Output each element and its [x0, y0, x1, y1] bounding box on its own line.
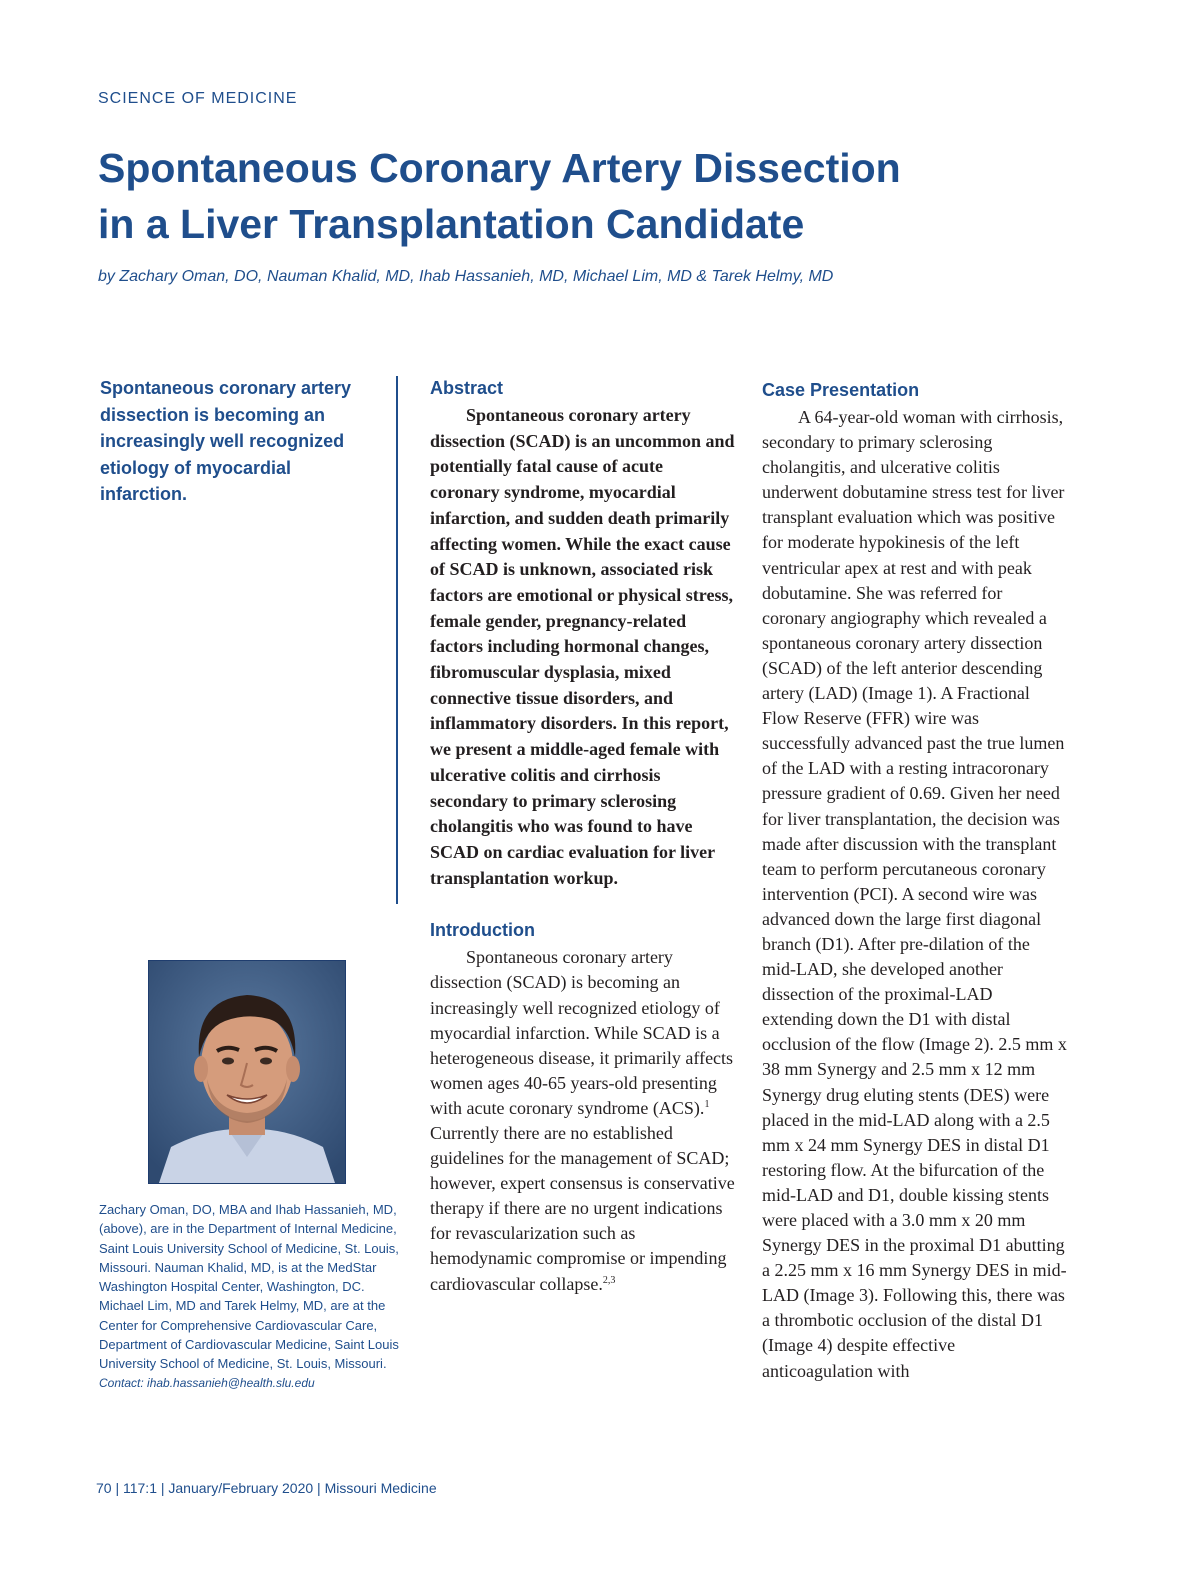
- introduction-text: [430, 945, 735, 1296]
- author-photo: [148, 960, 346, 1184]
- middle-column: [430, 375, 735, 1297]
- pull-quote: Spontaneous coronary artery dissection is becoming an increasingly well recognized etiology of myocardial infarction.: [100, 378, 352, 504]
- reference-1: 1: [704, 1098, 710, 1110]
- contact-email: Contact: ihab.hassanieh@health.slu.edu: [99, 1375, 315, 1390]
- page-footer: 70 | 117:1 | January/February 2020 | Missouri Medicine: [96, 1480, 437, 1496]
- author-caption: [99, 1200, 401, 1393]
- right-column: [762, 377, 1067, 1384]
- introduction-section: [430, 917, 735, 1296]
- case-presentation-heading: Case Presentation: [762, 380, 920, 400]
- case-presentation-text: A 64-year-old woman with cirrhosis, secondary to primary sclerosing cholangitis, and ulcerative colitis underwent dobutamine stress test for liver transplant evaluation which was positive for moderate hypokinesis of the left ventricular apex at rest and with peak dobutamine. She was referred for coronary angiography which revealed a spontaneous coronary artery dissection (SCAD) of the left anterior descending artery (LAD) (Image 1). A Fractional Flow Reserve (FFR) wire was successfully advanced past the true lumen of the LAD with a resting intracoronary pressure gradient of 0.69. Given her need for liver transplantation, the decision was made after discussion with the transplant team to perform percutaneous coronary intervention (PCI). A second wire was advanced down the large first diagonal branch (D1). After pre-dilation of the mid-LAD, she developed another dissection of the proximal-LAD extending down the D1 with distal occlusion of the flow (Image 2). 2.5 mm x 38 mm Synergy and 2.5 mm x 12 mm Synergy drug eluting stents (DES) were placed in the mid-LAD along with a 2.5 mm x 24 mm Synergy DES in distal D1 restoring flow. At the bifurcation of the mid-LAD and D1, double kissing stents were placed with a 3.0 mm x 20 mm Synergy DES in the proximal D1 abutting a 2.25 mm x 16 mm Synergy DES in mid-LAD (Image 3). Following this, there was a thrombotic occlusion of the distal D1 (Image 4) despite effective anticoagulation with: [762, 407, 1067, 1381]
- introduction-text-part-2: Currently there are no established guidelines for the management of SCAD; however, expert consensus is conservative therapy if there are no urgent indications for revascularization such as hemodynamic compromise or impending cardiovascular collapse.: [430, 1123, 735, 1294]
- author-byline: by Zachary Oman, DO, Nauman Khalid, MD, Ihab Hassanieh, MD, Michael Lim, MD & Tarek Helmy, MD: [98, 268, 834, 285]
- author-portrait-image: [149, 961, 345, 1183]
- column-divider: [396, 376, 398, 904]
- article-title-line-1: Spontaneous Coronary Artery Dissection: [98, 145, 901, 191]
- article-title-line-2: in a Liver Transplantation Candidate: [98, 201, 805, 247]
- abstract-heading: Abstract: [430, 378, 504, 398]
- introduction-text-part-1: Spontaneous coronary artery dissection (SCAD) is becoming an increasingly well recognized etiology of myocardial infarction. While SCAD is a heterogeneous disease, it primarily affects women ages 40-65 years-old presenting with acute coronary syndrome (ACS).: [430, 947, 734, 1118]
- article-title: [98, 140, 998, 252]
- section-label: SCIENCE OF MEDICINE: [98, 90, 298, 107]
- abstract-text: Spontaneous coronary artery dissection (SCAD) is an uncommon and potentially fatal cause of acute coronary syndrome, myocardial infarction, and sudden death primarily affecting women. While the exact cause of SCAD is unknown, associated risk factors are emotional or physical stress, female gender, pregnancy-related factors including hormonal changes, fibromuscular dysplasia, mixed connective tissue disorders, and inflammatory disorders. In this report, we present a middle-aged female with ulcerative colitis and cirrhosis secondary to primary sclerosing cholangitis who was found to have SCAD on cardiac evaluation for liver transplantation workup.: [430, 405, 735, 888]
- author-affiliations: Zachary Oman, DO, MBA and Ihab Hassanieh, MD, (above), are in the Department of Internal Medicine, Saint Louis University School of Medicine, St. Louis, Missouri. Nauman Khalid, MD, is at the MedStar Washington Hospital Center, Washington, DC. Michael Lim, MD and Tarek Helmy, MD, are at the Center for Comprehensive Cardiovascular Care, Department of Cardiovascular Medicine, Saint Louis University School of Medicine, St. Louis, Missouri.: [99, 1202, 399, 1372]
- reference-2-3: 2,3: [602, 1274, 616, 1286]
- introduction-heading: Introduction: [430, 920, 535, 941]
